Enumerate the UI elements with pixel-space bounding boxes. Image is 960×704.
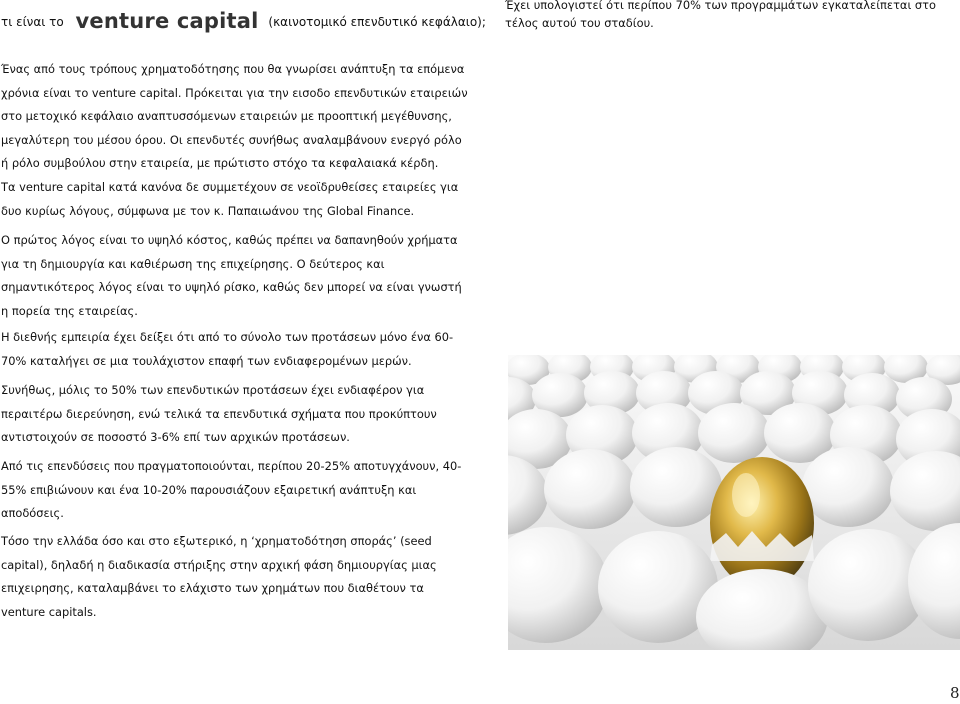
eggs-illustration: [508, 355, 960, 650]
paragraph-outcomes: Από τις επενδύσεις που πραγματοποιούνται, περίπου 20-25% αποτυγχάνουν, 40-55% επιβιώνουν και ένα 10-20% παρουσιάζουν εξαιρετική ανάπτυξη και αποδόσεις.: [1, 459, 462, 521]
heading-translation: (καινοτομικό επενδυτικό κεφάλαιο);: [268, 15, 486, 29]
paragraph-reasons: Ο πρώτος λόγος είναι το υψηλό κόστος, καθώς πρέπει να δαπανηθούν χρήματα για τη δημιουργία και καθιέρωση της επιχείρησης. Ο δεύτερος και σημαντικότερος λόγος είναι το υψηλό ρίσκο, καθώς δεν μπορεί να είναι γνωστή η πορεία της εταιρείας.: [1, 233, 462, 318]
paragraph-new-companies: Τα venture capital κατά κανόνα δε συμμετέχουν σε νεοϊδρυθείσες εταιρείες για δυο κυρίως λόγους, σύμφωνα με τον κ. Παπαιωάνου της Global Finance.: [1, 180, 459, 218]
paragraph-definition: Ένας από τους τρόπους χρηματοδότησης που θα γνωρίσει ανάπτυξη τα επόμενα χρόνια είναι το venture capital. Πρόκειται για την εισοδο επενδυτικών εταιρειών στο μετοχικό κεφάλαιο αναπτυσσόμενων εταιρειών με προοπτική μεγέθυνσης, μεγαλύτερη του μέσου όρου. Οι επενδυτές συνήθως αναλαμβάνουν ενεργό ρόλο ή ρόλο συμβούλου στην εταιρεία, με πρώτιστο στόχο τα κεφαλαιακά κέρδη.: [1, 62, 468, 171]
side-note: Έχει υπολογιστεί ότι περίπου 70% των προγραμμάτων εγκαταλείπεται στο τέλος αυτού του σταδίου.: [505, 0, 936, 30]
page-number: 8: [950, 684, 960, 702]
paragraph-proposals: Συνήθως, μόλις το 50% των επενδυτικών προτάσεων έχει ενδιαφέρον για περαιτέρω διερεύνηση, ενώ τελικά τα επενδυτικά σχήματα που προκύπτουν αντιστοιχούν σε ποσοστό 3-6% επί των αρχικών προτάσεων.: [1, 383, 437, 445]
heading-prefix: τι είναι το: [1, 15, 64, 29]
section-heading: [1, 8, 491, 34]
heading-term: venture capital: [75, 9, 259, 33]
paragraph-seed-capital: Τόσο την ελλάδα όσο και στο εξωτερικό, η ‘χρηματοδότηση σποράς’ (seed capital), δηλαδή η διαδικασία στήριξης στην αρχική φάση δημιουργίας μιας επιχειρησης, καταλαμβάνει το ελάχιστο των χρημάτων που διαθέτουν τα venture capitals.: [1, 534, 437, 619]
golden-egg-image: [508, 355, 960, 650]
paragraph-international-experience: Η διεθνής εμπειρία έχει δείξει ότι από το σύνολο των προτάσεων μόνο ένα 60-70% καταλήγει σε μια τουλάχιστον επαφή των ενδιαφερομένων μερών.: [1, 330, 454, 368]
